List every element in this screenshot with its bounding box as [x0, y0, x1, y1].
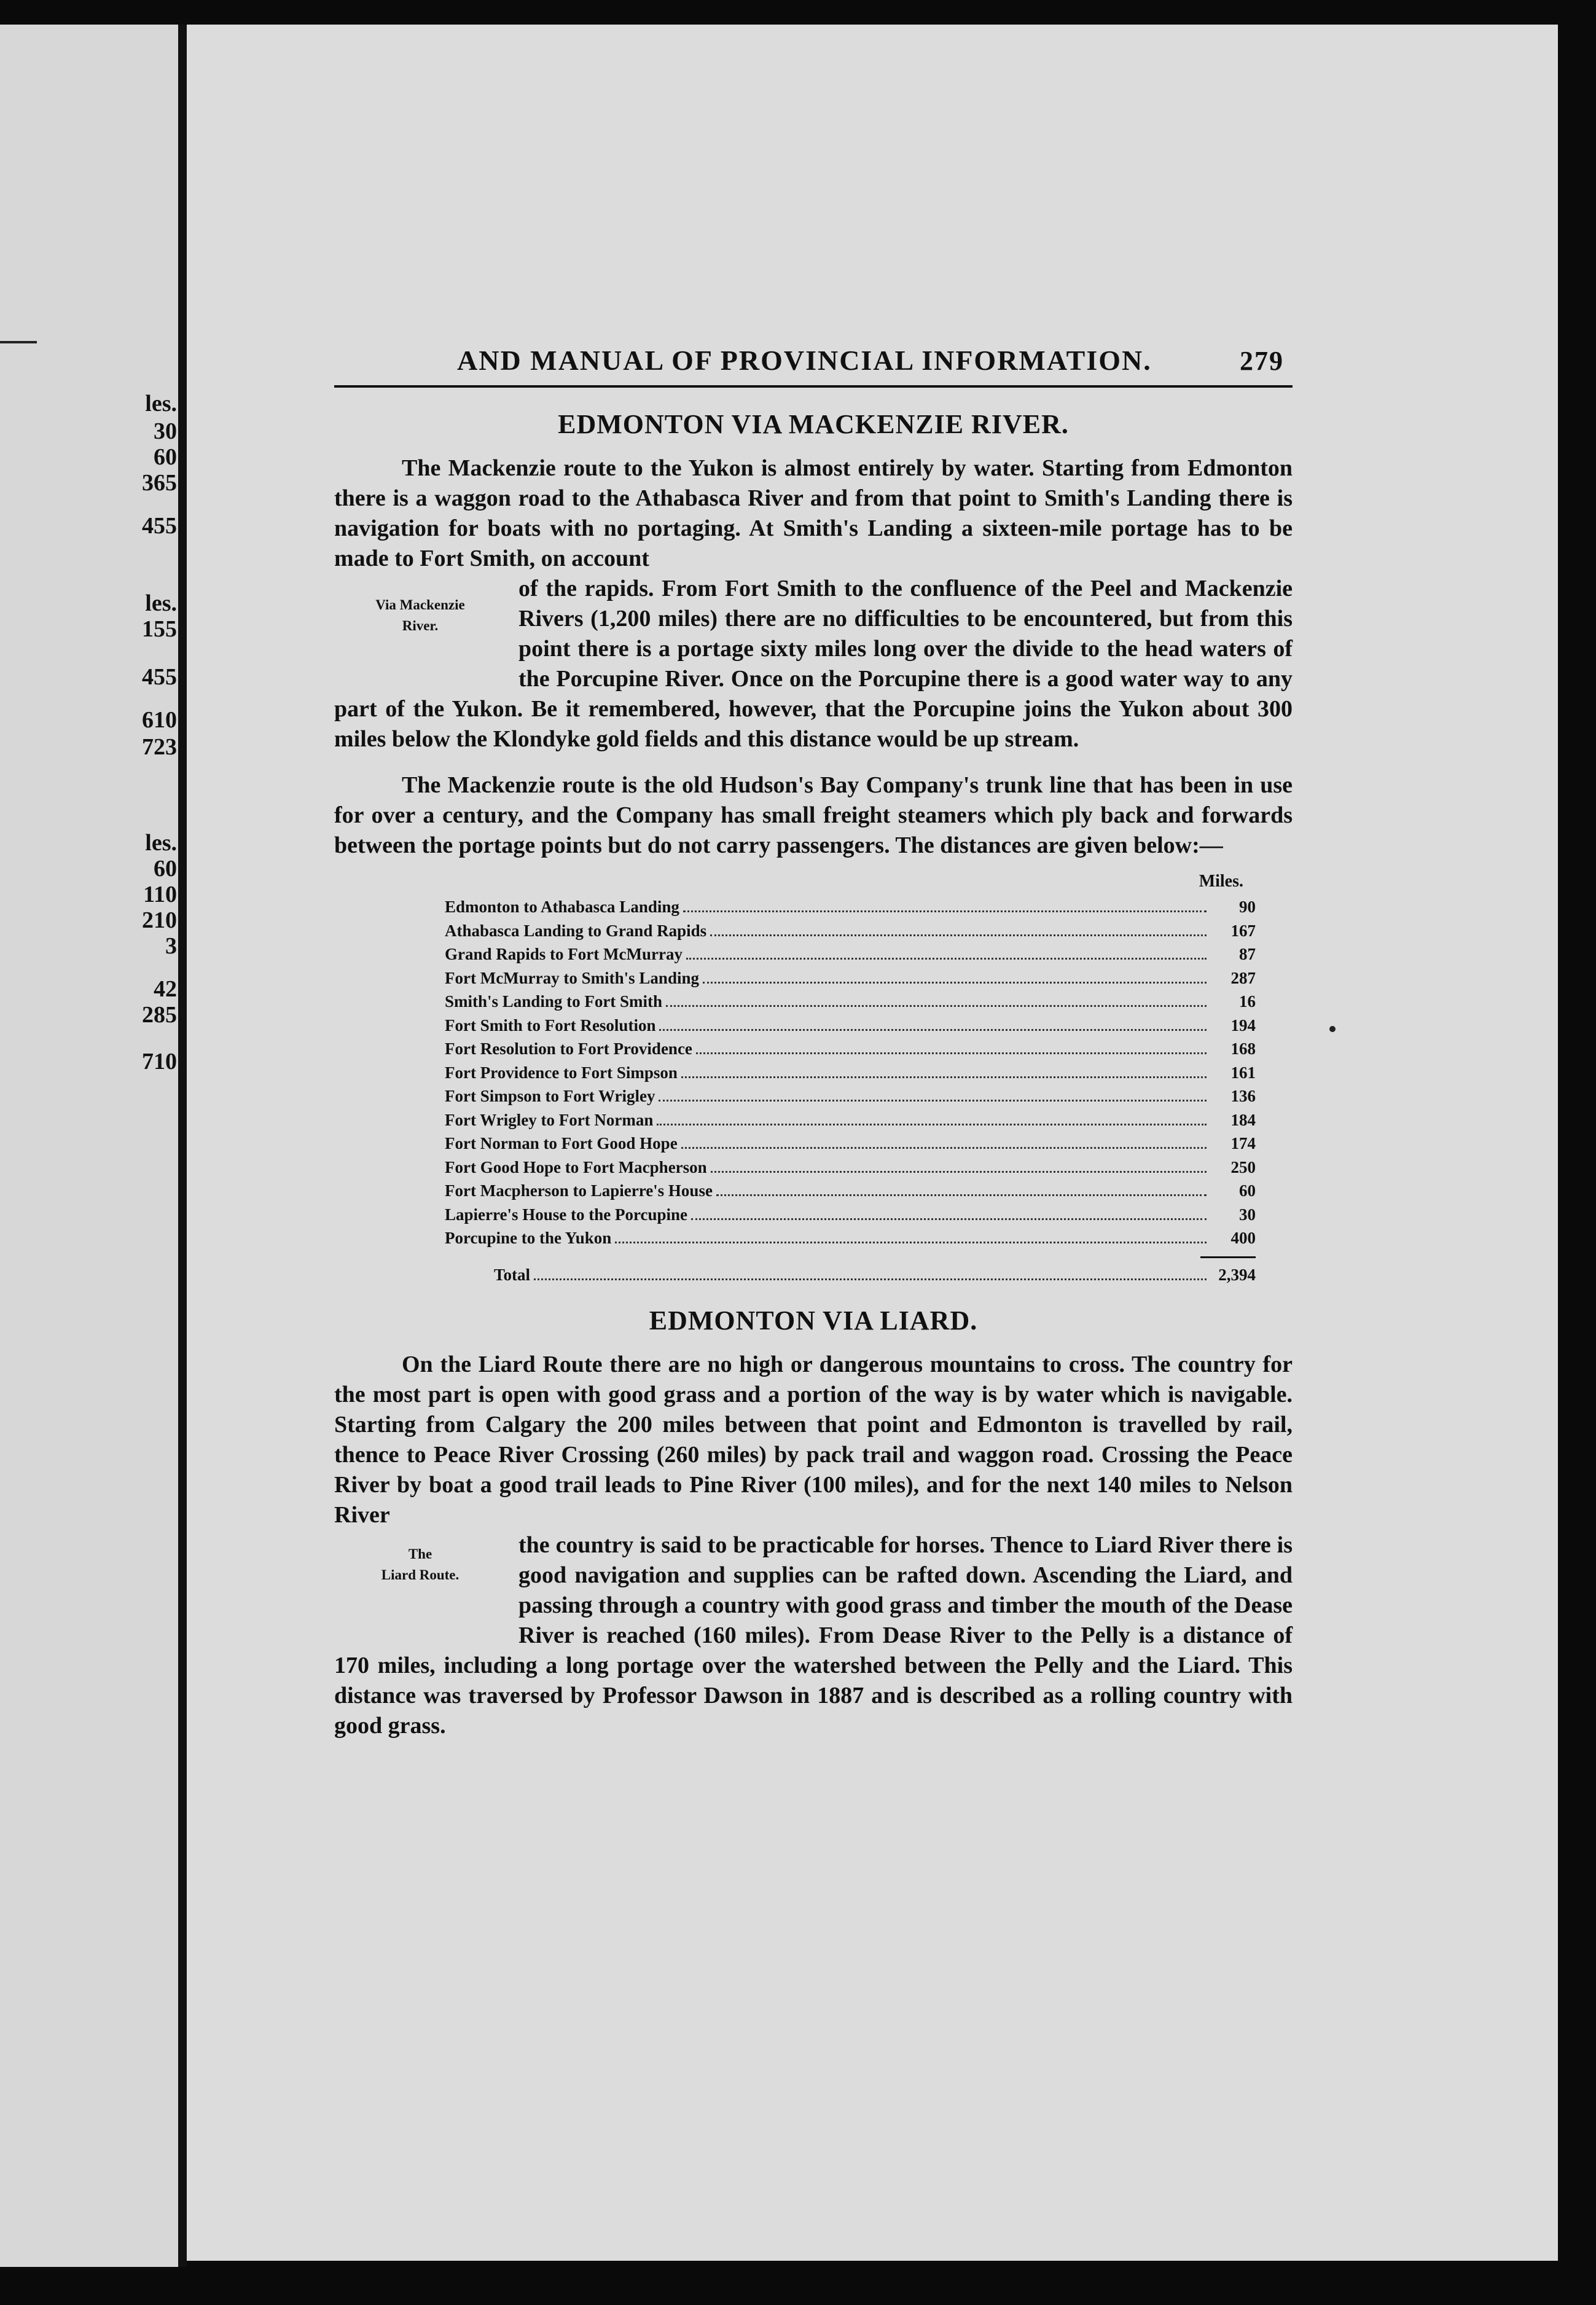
side-note-via-mackenzie	[328, 576, 512, 668]
distance-miles: 87	[1239, 945, 1256, 963]
distance-miles: 136	[1230, 1087, 1256, 1105]
facing-page-fragment: les.	[145, 590, 177, 616]
distance-miles: 194	[1230, 1016, 1256, 1035]
distance-place: Fort Providence to Fort Simpson	[445, 1063, 678, 1082]
total-label: Total	[494, 1265, 531, 1284]
distance-miles: 400	[1230, 1229, 1256, 1247]
distance-miles: 60	[1239, 1181, 1256, 1200]
distance-table	[445, 872, 1256, 1286]
facing-page-fragment: 210	[142, 907, 177, 933]
distance-row	[445, 1203, 1256, 1227]
page-content	[334, 344, 1293, 1741]
facing-page-fragment: 60	[154, 444, 177, 470]
distance-miles: 168	[1230, 1039, 1256, 1058]
facing-page-fragment: 155	[142, 616, 177, 642]
distance-place: Edmonton to Athabasca Landing	[445, 898, 679, 916]
facing-page-fragment: 30	[154, 418, 177, 444]
distance-row	[445, 1108, 1256, 1132]
distance-row	[445, 1014, 1256, 1038]
facing-page-fragment: 3	[165, 933, 177, 959]
page-279	[187, 25, 1558, 2261]
facing-page-fragment: les.	[145, 830, 177, 856]
distance-row	[445, 990, 1256, 1014]
facing-page-fragment: 455	[142, 513, 177, 539]
total-rule	[1200, 1256, 1256, 1258]
distance-miles: 174	[1230, 1134, 1256, 1152]
print-speck	[1329, 1026, 1336, 1032]
distance-miles: 16	[1239, 992, 1256, 1011]
distance-place: Fort Smith to Fort Resolution	[445, 1016, 656, 1035]
distance-place: Fort Macpherson to Lapierre's House	[445, 1181, 713, 1200]
facing-page-fragment: 60	[154, 856, 177, 882]
distance-row	[445, 1226, 1256, 1250]
running-head	[334, 344, 1293, 388]
distance-place: Fort Good Hope to Fort Macpherson	[445, 1157, 707, 1176]
distance-row	[445, 1084, 1256, 1108]
facing-page-edge	[0, 25, 178, 2267]
side-note-line: Via Mackenzie	[375, 597, 465, 612]
side-note-line: The	[408, 1546, 432, 1562]
distance-row	[445, 919, 1256, 943]
distance-table-unit-header: Miles.	[1199, 872, 1243, 891]
distance-miles: 287	[1230, 968, 1256, 987]
distance-row	[445, 895, 1256, 919]
distance-row	[445, 966, 1256, 990]
facing-page-fragment: 710	[142, 1049, 177, 1074]
distance-table-rows	[445, 895, 1256, 1250]
side-note-line: River.	[402, 618, 439, 633]
total-value: 2,394	[1218, 1265, 1256, 1284]
distance-place: Fort Wrigley to Fort Norman	[445, 1110, 654, 1129]
running-head-title: AND MANUAL OF PROVINCIAL INFORMATION.	[457, 345, 1152, 376]
paragraph-mackenzie-continued	[334, 574, 1293, 754]
distance-place: Porcupine to the Yukon	[445, 1229, 612, 1247]
distance-row	[445, 1037, 1256, 1061]
paragraph-mackenzie-rest: of the rapids. From Fort Smith to the confluence of the Peel and Mackenzie Rivers (1,200 miles) there are no difficulties to be encountered, but from this point there is a portage sixty miles long over the divide to the head waters of the Porcupine River. Once on the Porcupine there is a good water way to any part of the Yukon. Be it remembered, however, that the Porcupine joins the Yukon about 300 miles below the Klondyke gold fields and this distance would be up stream.	[334, 576, 1293, 752]
section-heading-liard: EDMONTON VIA LIARD.	[649, 1305, 978, 1336]
distance-miles: 167	[1230, 921, 1256, 940]
distance-row	[445, 1061, 1256, 1085]
facing-page-rule	[0, 341, 37, 343]
book-gutter	[178, 25, 187, 2267]
distance-row	[445, 1156, 1256, 1180]
distance-place: Athabasca Landing to Grand Rapids	[445, 921, 707, 940]
distance-place: Fort Resolution to Fort Providence	[445, 1039, 692, 1058]
facing-page-fragment: 455	[142, 664, 177, 690]
facing-page-fragment: 42	[154, 976, 177, 1002]
facing-page-fragment: 610	[142, 707, 177, 733]
distance-place: Fort McMurray to Smith's Landing	[445, 968, 699, 987]
side-note-line: Liard Route.	[381, 1567, 460, 1583]
distance-miles: 250	[1230, 1157, 1256, 1176]
distance-row	[445, 942, 1256, 966]
facing-page-fragment: les.	[145, 391, 177, 417]
distance-place: Smith's Landing to Fort Smith	[445, 992, 663, 1011]
facing-page-fragment: 365	[142, 470, 177, 496]
section-heading-mackenzie: EDMONTON VIA MACKENZIE RIVER.	[558, 409, 1069, 439]
distance-row	[445, 1132, 1256, 1156]
facing-page-fragment: 285	[142, 1002, 177, 1028]
paragraph-hudsons-bay: The Mackenzie route is the old Hudson's Bay Company's trunk line that has been in use for over a century, and the Company has small freight steamers which ply back and forwards between the portage points but do not carry passengers. The distances are given below:—	[334, 772, 1293, 858]
paragraph-liard-lead: On the Liard Route there are no high or dangerous mountains to cross. The country for the most part is open with good grass and a portion of the way is by water which is navigable. Starting from Calgary the 200 miles between that point and Edmonton is travelled by rail, thence to Peace River Crossing (260 miles) by pack trail and waggon road. Crossing the Peace River by boat a good trail leads to Pine River (100 miles), and for the next 140 miles to Nelson River	[334, 1352, 1293, 1528]
distance-miles: 30	[1239, 1205, 1256, 1224]
paragraph-mackenzie-lead: The Mackenzie route to the Yukon is almost entirely by water. Starting from Edmonton there is a waggon road to the Athabasca River and from that point to Smith's Landing there is navigation for boats with no portaging. At Smith's Landing a sixteen-mile portage has to be made to Fort Smith, on account	[334, 455, 1293, 571]
paragraph-liard-rest: the country is said to be practicable for horses. Thence to Liard River there is good navigation and supplies can be rafted down. Ascending the Liard, and passing through a country with good grass and timber the mouth of the Dease River is reached (160 miles). From Dease River to the Pelly is a distance of 170 miles, including a long portage over the watershed between the Pelly and the Liard. This distance was traversed by Professor Dawson in 1887 and is described as a rolling country with good grass.	[334, 1532, 1293, 1739]
distance-row	[445, 1179, 1256, 1203]
distance-place: Fort Simpson to Fort Wrigley	[445, 1087, 655, 1105]
facing-page-fragment: 723	[142, 734, 177, 760]
facing-page-fragment: 110	[143, 882, 177, 907]
distance-total-row	[494, 1263, 1256, 1287]
distance-place: Grand Rapids to Fort McMurray	[445, 945, 683, 963]
side-note-liard-route	[328, 1533, 512, 1625]
page-number: 279	[1240, 346, 1284, 376]
distance-miles: 90	[1239, 898, 1256, 916]
paragraph-liard-continued	[334, 1530, 1293, 1741]
distance-place: Fort Norman to Fort Good Hope	[445, 1134, 678, 1152]
distance-place: Lapierre's House to the Porcupine	[445, 1205, 687, 1224]
distance-miles: 161	[1230, 1063, 1256, 1082]
distance-miles: 184	[1230, 1110, 1256, 1129]
